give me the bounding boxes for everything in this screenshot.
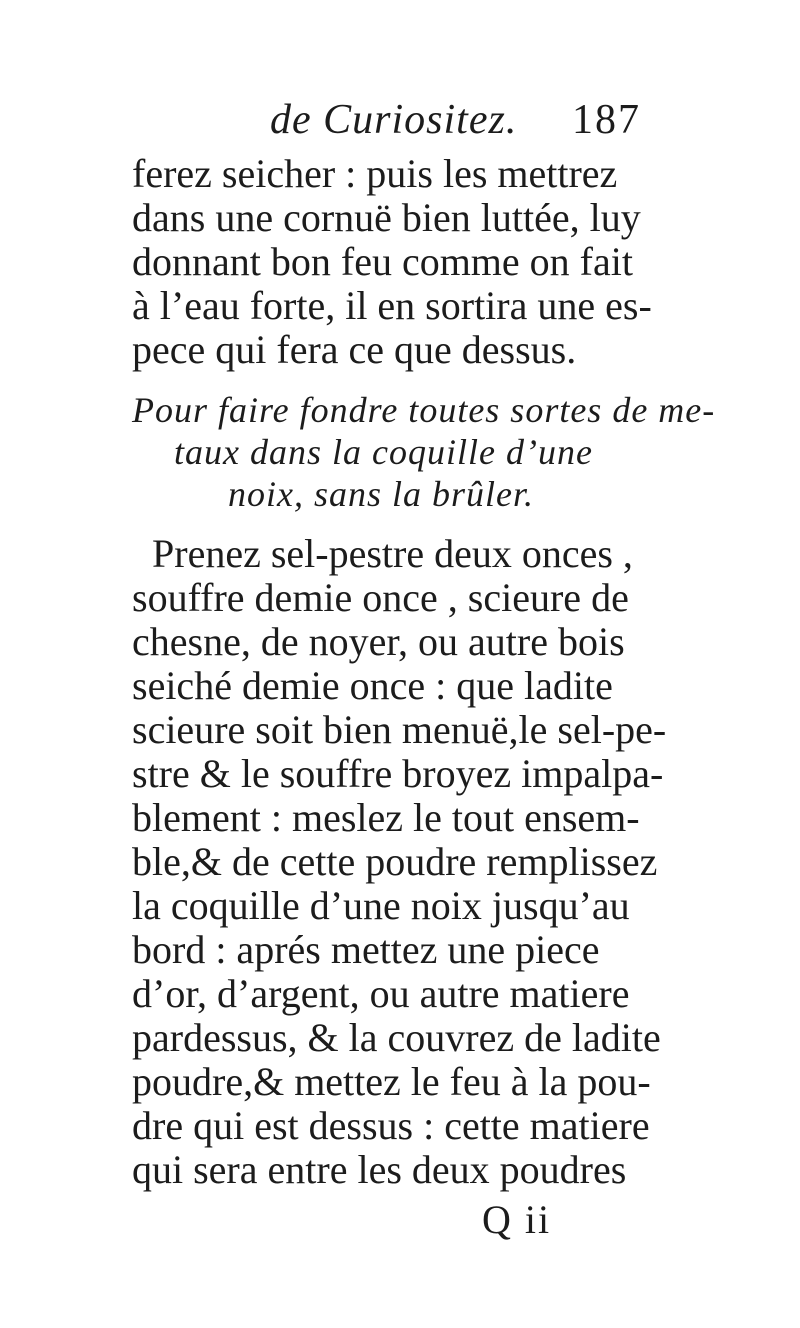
- text-line: ble,& de cette poudre remplissez: [132, 839, 658, 884]
- text-line: dans une cornuë bien luttée, luy: [132, 195, 641, 240]
- text-line: scieure soit bien menuë,le sel-pe-: [132, 707, 667, 752]
- text-line: stre & le souffre broyez impalpa-: [132, 751, 664, 796]
- text-line: la coquille d’une noix jusqu’au: [132, 883, 630, 928]
- text-line: souffre demie once , scieure de: [132, 575, 629, 620]
- text-line: à l’eau forte, il en sortira une es-: [132, 283, 652, 328]
- text-line: pardessus, & la couvrez de ladite: [132, 1015, 661, 1060]
- text-line: poudre,& mettez le feu à la pou-: [132, 1059, 651, 1104]
- page-number: 187: [572, 97, 641, 143]
- section-heading-line: Pour faire fondre toutes sortes de me-: [132, 390, 716, 430]
- text-line: dre qui est dessus : cette matiere: [132, 1103, 650, 1148]
- section-heading-line: noix, sans la brûler.: [228, 474, 535, 514]
- text-line: seiché demie once : que ladite: [132, 663, 613, 708]
- text-line: Prenez sel-pestre deux onces ,: [152, 531, 633, 576]
- text-line: chesne, de noyer, ou autre bois: [132, 619, 625, 664]
- text-line: donnant bon feu comme on fait: [132, 239, 633, 284]
- text-line: pece qui fera ce que dessus.: [132, 327, 577, 372]
- running-head: de Curiositez.: [270, 97, 518, 143]
- section-heading-line: taux dans la coquille d’une: [174, 432, 593, 472]
- text-line: d’or, d’argent, ou autre matiere: [132, 971, 630, 1016]
- text-line: bord : aprés mettez une piece: [132, 927, 600, 972]
- text-line: blement : meslez le tout ensem-: [132, 795, 640, 840]
- text-line: qui sera entre les deux poudres: [132, 1147, 627, 1192]
- signature-mark: Q ii: [482, 1197, 552, 1242]
- text-line: ferez seicher : puis les mettrez: [132, 151, 618, 196]
